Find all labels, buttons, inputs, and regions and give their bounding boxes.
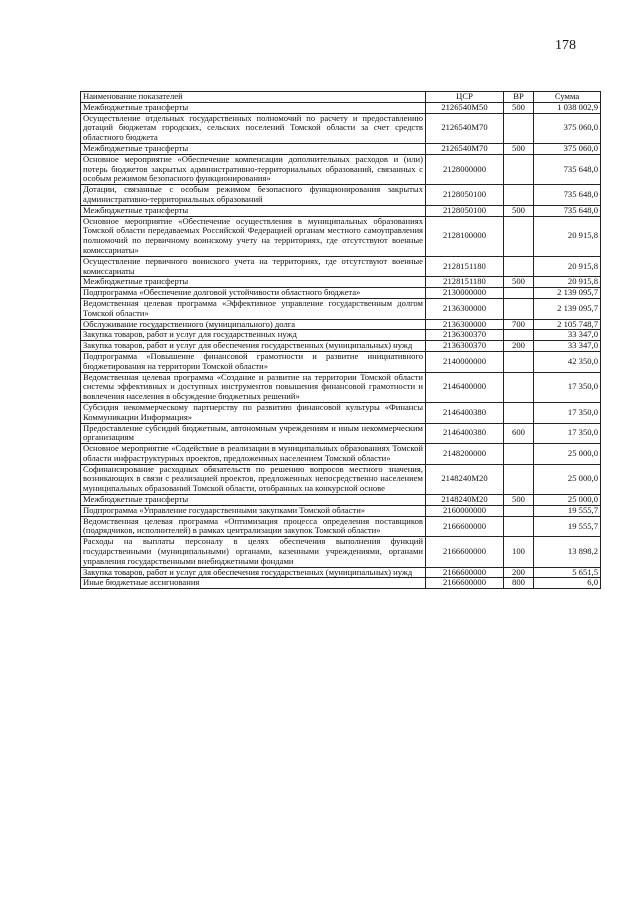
cell-vr	[504, 372, 534, 402]
cell-name: Подпрограмма «Обеспечение долговой устойчивости областного бюджета»	[81, 288, 426, 299]
cell-csr: 2126540М50	[426, 102, 504, 113]
cell-name: Закупка товаров, работ и услуг для обеспечения государственных (муниципальных) нужд	[81, 341, 426, 352]
cell-vr: 500	[504, 277, 534, 288]
cell-vr	[504, 464, 534, 494]
cell-name: Межбюджетные трансферты	[81, 205, 426, 216]
cell-csr: 2166600000	[426, 578, 504, 589]
cell-vr: 500	[504, 495, 534, 506]
cell-name: Софинансирование расходных обязательств по решению вопросов местного значения, возникающих в связи с реализацией проектов, предложенных непосредственно населением муниципальных образований Томской области, отобранных на конкурсной основе	[81, 464, 426, 494]
cell-csr: 2160000000	[426, 505, 504, 516]
cell-sum: 20 915,8	[534, 216, 601, 256]
table-row	[81, 330, 601, 341]
cell-sum: 375 060,0	[534, 113, 601, 143]
cell-csr: 2146400380	[426, 423, 504, 444]
cell-csr: 2130000000	[426, 288, 504, 299]
cell-vr: 200	[504, 567, 534, 578]
cell-vr: 100	[504, 537, 534, 567]
header-vr: ВР	[504, 92, 534, 103]
cell-sum: 735 648,0	[534, 205, 601, 216]
cell-vr: 600	[504, 423, 534, 444]
table-row	[81, 444, 601, 465]
cell-vr	[504, 444, 534, 465]
table-row	[81, 505, 601, 516]
cell-name: Межбюджетные трансферты	[81, 495, 426, 506]
cell-sum: 33 347,0	[534, 341, 601, 352]
cell-vr: 500	[504, 143, 534, 154]
cell-vr: 700	[504, 319, 534, 330]
table-row	[81, 102, 601, 113]
table-row	[81, 205, 601, 216]
cell-csr: 2128151180	[426, 256, 504, 277]
cell-sum: 20 915,8	[534, 277, 601, 288]
table-row	[81, 402, 601, 423]
cell-name: Ведомственная целевая программа «Создание и развитие на территории Томской области системы эффективных и доступных инструментов повышения финансовой грамотности и вовлечения населения в обсуждение бюджетных решений»	[81, 372, 426, 402]
table-row	[81, 341, 601, 352]
cell-vr: 200	[504, 341, 534, 352]
cell-name: Основное мероприятие «Обеспечение осуществления в муниципальных образованиях Томской области передаваемых Российской Федерацией органам местного самоуправления полномочий по первичному воинскому учету на территориях, где отсутствуют военные комиссариаты»	[81, 216, 426, 256]
cell-vr: 500	[504, 205, 534, 216]
cell-name: Подпрограмма «Повышение финансовой грамотности и развитие инициативного бюджетирования на территории Томской области»	[81, 351, 426, 372]
table-row	[81, 298, 601, 319]
cell-sum: 2 105 748,7	[534, 319, 601, 330]
cell-csr: 2166600000	[426, 537, 504, 567]
header-csr: ЦСР	[426, 92, 504, 103]
cell-sum: 2 139 095,7	[534, 298, 601, 319]
cell-name: Осуществление первичного воинского учета на территориях, где отсутствуют военные комиссариаты	[81, 256, 426, 277]
cell-csr: 2136300370	[426, 341, 504, 352]
table-row	[81, 185, 601, 206]
cell-name: Основное мероприятие «Обеспечение компенсации дополнительных расходов и (или) потерь бюджетов закрытых административно-территориальных образований, связанных с особым режимом безопасного функционирования»	[81, 154, 426, 184]
table-body	[81, 102, 601, 588]
cell-csr: 2166600000	[426, 516, 504, 537]
cell-name: Ведомственная целевая программа «Оптимизация процесса определения поставщиков (подрядчиков, исполнителей) в рамках централизации закупок Томской области»	[81, 516, 426, 537]
table-row	[81, 423, 601, 444]
table-row	[81, 495, 601, 506]
table-row	[81, 113, 601, 143]
cell-vr: 800	[504, 578, 534, 589]
cell-name: Межбюджетные трансферты	[81, 277, 426, 288]
table-row	[81, 516, 601, 537]
cell-vr	[504, 288, 534, 299]
cell-vr	[504, 154, 534, 184]
cell-name: Предоставление субсидий бюджетным, автономным учреждениям и иным некоммерческим организациям	[81, 423, 426, 444]
cell-sum: 735 648,0	[534, 185, 601, 206]
cell-sum: 25 000,0	[534, 495, 601, 506]
cell-csr: 2136300370	[426, 330, 504, 341]
cell-sum: 25 000,0	[534, 464, 601, 494]
cell-vr	[504, 330, 534, 341]
table-header-row	[81, 92, 601, 103]
cell-sum: 33 347,0	[534, 330, 601, 341]
cell-name: Межбюджетные трансферты	[81, 143, 426, 154]
cell-vr: 500	[504, 102, 534, 113]
table-row	[81, 216, 601, 256]
cell-name: Осуществление отдельных государственных полномочий по расчету и предоставлению дотаций бюджетам городских, сельских поселений Томской области за счет средств областного бюджета	[81, 113, 426, 143]
cell-csr: 2136300000	[426, 298, 504, 319]
cell-csr: 2128050100	[426, 185, 504, 206]
cell-csr: 2128000000	[426, 154, 504, 184]
cell-vr	[504, 216, 534, 256]
table-row	[81, 351, 601, 372]
table-row	[81, 537, 601, 567]
table-row	[81, 578, 601, 589]
cell-sum: 17 350,0	[534, 372, 601, 402]
cell-csr: 2148240М20	[426, 464, 504, 494]
cell-sum: 375 060,0	[534, 143, 601, 154]
cell-csr: 2140000000	[426, 351, 504, 372]
cell-csr: 2148200000	[426, 444, 504, 465]
cell-sum: 17 350,0	[534, 402, 601, 423]
cell-csr: 2146400000	[426, 372, 504, 402]
cell-name: Расходы на выплаты персоналу в целях обеспечения выполнения функций государственными (муниципальными) органами, казенными учреждениями, органами управления государственными внебюджетными фондами	[81, 537, 426, 567]
cell-sum: 735 648,0	[534, 154, 601, 184]
cell-sum: 5 651,5	[534, 567, 601, 578]
cell-vr	[504, 516, 534, 537]
cell-name: Иные бюджетные ассигнования	[81, 578, 426, 589]
cell-name: Подпрограмма «Управление государственными закупками Томской области»	[81, 505, 426, 516]
table-row	[81, 372, 601, 402]
cell-sum: 17 350,0	[534, 423, 601, 444]
cell-name: Межбюджетные трансферты	[81, 102, 426, 113]
cell-name: Субсидия некоммерческому партнерству по развитию финансовой культуры «Финансы Коммуникации Информация»	[81, 402, 426, 423]
cell-name: Ведомственная целевая программа «Эффективное управление государственным долгом Томской области»	[81, 298, 426, 319]
cell-vr	[504, 256, 534, 277]
table-row	[81, 288, 601, 299]
cell-vr	[504, 113, 534, 143]
cell-name: Основное мероприятие «Содействие в реализации в муниципальных образованиях Томской области инфраструктурных проектов, предложенных населением Томской области»	[81, 444, 426, 465]
cell-sum: 1 038 002,9	[534, 102, 601, 113]
budget-table	[80, 91, 601, 589]
cell-sum: 25 000,0	[534, 444, 601, 465]
cell-vr	[504, 185, 534, 206]
table-row	[81, 567, 601, 578]
cell-name: Закупка товаров, работ и услуг для государственных нужд	[81, 330, 426, 341]
cell-csr: 2136300000	[426, 319, 504, 330]
cell-vr	[504, 298, 534, 319]
cell-csr: 2126540М70	[426, 143, 504, 154]
table-row	[81, 319, 601, 330]
cell-vr	[504, 351, 534, 372]
cell-vr	[504, 505, 534, 516]
cell-csr: 2126540М70	[426, 113, 504, 143]
header-name: Наименование показателей	[81, 92, 426, 103]
page-number: 178	[555, 38, 576, 53]
cell-sum: 6,0	[534, 578, 601, 589]
cell-sum: 19 555,7	[534, 505, 601, 516]
cell-sum: 42 350,0	[534, 351, 601, 372]
cell-name: Обслуживание государственного (муниципального) долга	[81, 319, 426, 330]
cell-csr: 2128100000	[426, 216, 504, 256]
table-row	[81, 154, 601, 184]
cell-sum: 19 555,7	[534, 516, 601, 537]
cell-sum: 20 915,8	[534, 256, 601, 277]
table-row	[81, 277, 601, 288]
cell-vr	[504, 402, 534, 423]
table-row	[81, 143, 601, 154]
cell-csr: 2146400380	[426, 402, 504, 423]
cell-csr: 2128151180	[426, 277, 504, 288]
header-sum: Сумма	[534, 92, 601, 103]
cell-csr: 2128050100	[426, 205, 504, 216]
cell-csr: 2148240М20	[426, 495, 504, 506]
cell-name: Дотации, связанные с особым режимом безопасного функционирования закрытых административно-территориальных образований	[81, 185, 426, 206]
cell-sum: 2 139 095,7	[534, 288, 601, 299]
table-row	[81, 464, 601, 494]
cell-sum: 13 898,2	[534, 537, 601, 567]
cell-name: Закупка товаров, работ и услуг для обеспечения государственных (муниципальных) нужд	[81, 567, 426, 578]
cell-csr: 2166600000	[426, 567, 504, 578]
table-row	[81, 256, 601, 277]
